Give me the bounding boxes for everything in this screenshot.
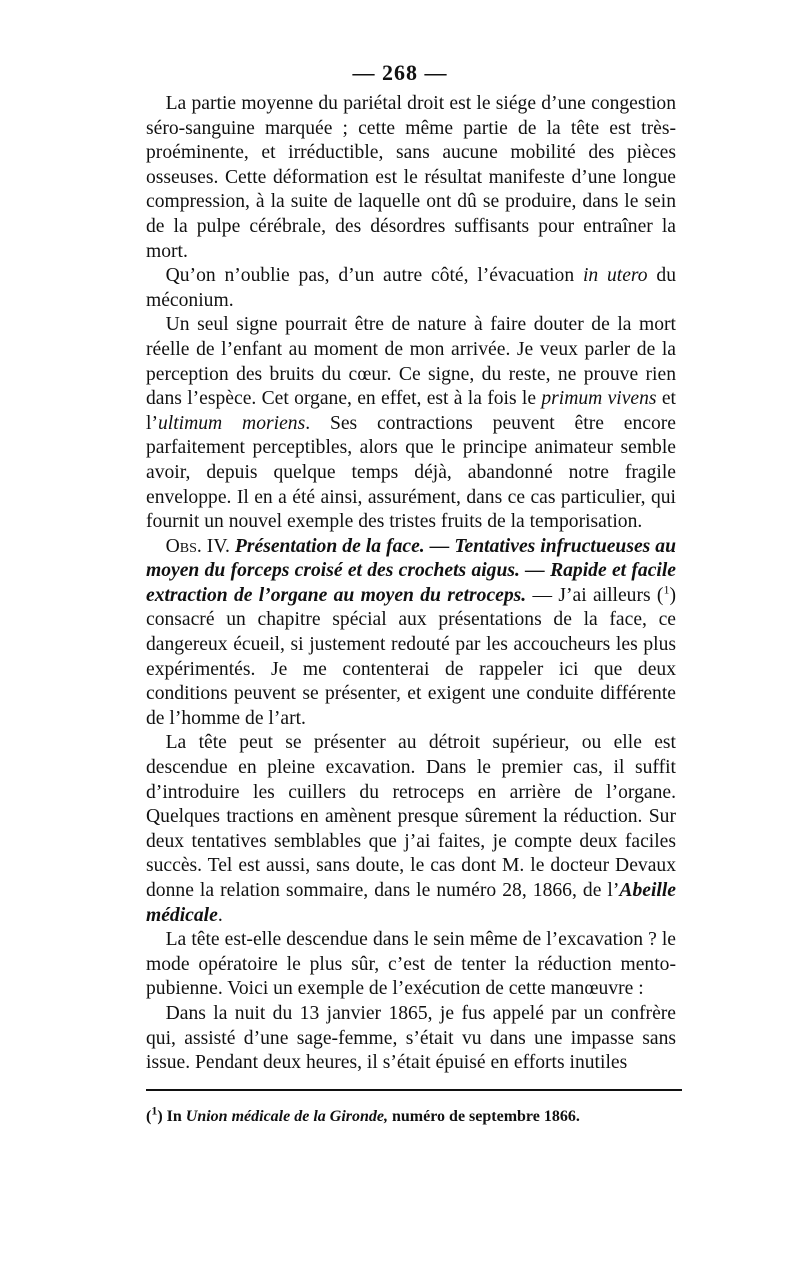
observation-label: Obs. IV. (165, 535, 230, 557)
footnote: ($^1$) In Union médicale de la Gironde, numéro de septembre 1866. (146, 1103, 580, 1125)
footnote-ref: 1 (663, 582, 670, 597)
latin-term: primum vivens (541, 388, 657, 410)
paragraph-3: Un seul signe pourrait être de nature à faire douter de la mort réelle de l’enfant au moment de mon arrivée. Je veux parler de la perception des bruits du cœur. Ce signe, du reste, ne prouve rien dans l’espèce. Cet organe, en effet, est à la fois le primum vivens et l’ultimum moriens. Ses contractions peuvent être encore parfaitement perceptibles, alors que le principe animateur semble avoir, depuis quelque temps déjà, abandonné notre fragile enveloppe. Il en a été ainsi, assurément, dans ce cas particulier, qui fournit un nouvel exemple des tristes fruits de la temporisation. (146, 314, 676, 533)
journal-title: Abeille médicale (146, 880, 676, 926)
paragraph-1: La partie moyenne du pariétal droit est le siége d’une congestion séro-sanguine marquée ; cette même partie de la tête est très-proéminente, et irréductible, sans aucune mobilité des pièces osseuses. Cette déformation est le résultat manifeste d’une longue compression, à la suite de laquelle ont dû se produire, dans le sein de la pulpe cérébrale, des désordres suffisants pour entraîner la mort. (146, 93, 676, 262)
observation-title: Présentation de la face. — Tentatives infructueuses au moyen du forceps croisé et des crochets aigus. — Rapide et facile extraction de l’organe au moyen du retroceps. (146, 535, 676, 606)
body-text (146, 92, 676, 1076)
footnote-divider (146, 1089, 682, 1091)
latin-term: ultimum moriens (157, 412, 306, 434)
paragraph-5: La tête peut se présenter au détroit supérieur, ou elle est descendue en pleine excavation. Dans le premier cas, il suffit d’introduire les cuillers du retroceps en arrière de l’organe. Quelques tractions en amènent presque sûrement la réduction. Sur deux tentatives semblables que j’ai faites, je compte deux faciles succès. Tel est aussi, sans doute, le cas dont M. le docteur Devaux donne la relation sommaire, dans le numéro 28, 1866, de l’Abeille médicale. (146, 732, 676, 926)
footnote-journal: Union médicale de la Gironde, (185, 1108, 388, 1125)
page-number: — 268 — (352, 60, 448, 85)
latin-term: in utero (582, 265, 648, 287)
paragraph-observation: Obs. IV. Présentation de la face. — Tentatives infructueuses au moyen du forceps croisé et des crochets aigus. — Rapide et facile extraction de l’organe au moyen du retroceps. — J’ai ailleurs ($^1$) consacré un chapitre spécial aux présentations de la face, ce dangereux écueil, si justement redouté par les accoucheurs les plus expérimentés. Je me contenterai de rappeler ici que deux conditions peuvent se présenter, et exigent une conduite différente de l’homme de l’art. (146, 535, 676, 729)
paragraph-2: Qu’on n’oublie pas, d’un autre côté, l’évacuation in utero du méconium. (146, 265, 676, 311)
paragraph-6: La tête est-elle descendue dans le sein même de l’excavation ? le mode opératoire le plus sûr, c’est de tenter la réduction mento-pubienne. Voici un exemple de l’exécution de cette manœuvre : (146, 929, 676, 1000)
footnote-marker: 1 (151, 1103, 158, 1118)
paragraph-7: Dans la nuit du 13 janvier 1865, je fus appelé par un confrère qui, assisté d’une sage-femme, s’était vu dans une impasse sans issue. Pendant deux heures, il s’était épuisé en efforts inutiles (146, 1002, 676, 1074)
